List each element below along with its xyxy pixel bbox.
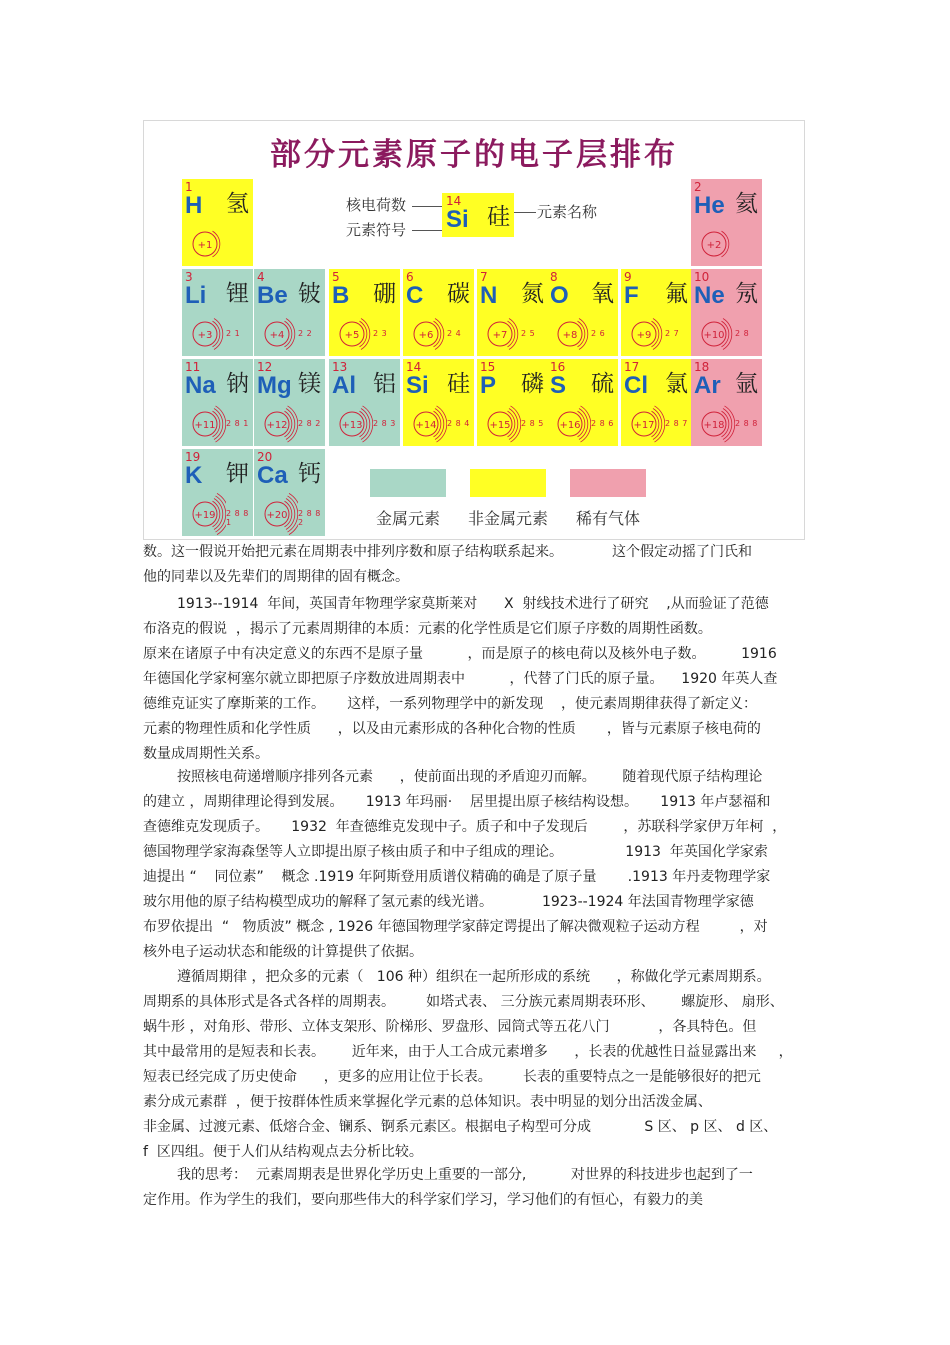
atom-diagram-icon (331, 403, 373, 445)
atom-diagram-icon (256, 313, 298, 355)
electron-shells: 2 8 8 2 (298, 509, 321, 527)
element-name: 钾 (226, 461, 249, 487)
element-name: 镁 (298, 371, 321, 397)
key-line-number (412, 206, 442, 207)
element-cell-s (547, 359, 619, 447)
key-label-number: 核电荷数 (346, 196, 407, 214)
element-cell-c (403, 269, 475, 357)
element-symbol: Cl (624, 372, 648, 399)
paragraph-4 (143, 965, 808, 1165)
text-line: 德国物理学家海森堡等人立即提出原子核由质子和中子组成的理论。 1913 年英国化学家索 (143, 844, 768, 860)
element-name: 磷 (521, 371, 544, 397)
atomic-number: 15 (480, 360, 496, 374)
atomic-number: 20 (257, 450, 273, 464)
atomic-number: 3 (185, 270, 193, 284)
atom-diagram-icon (331, 313, 373, 355)
element-symbol: Na (185, 372, 216, 399)
text-line: 非金属、过渡元素、低熔合金、镧系、锕系元素区。根据电子构型可分成 S 区、 p 区、 d 区、 (143, 1119, 778, 1135)
atomic-number: 14 (406, 360, 422, 374)
text-line: 布罗依提出 “ 物质波” 概念 , 1926 年德国物理学家薛定谔提出了解决微观粒子运动方程 ，对 (143, 919, 768, 935)
electron-shells: 2 7 (665, 329, 680, 338)
atom-diagram-icon (623, 403, 665, 445)
text-line: 元素的物理性质和化学性质 ，以及由元素形成的各种化合物的性质 ，皆与元素原子核电荷的 (143, 721, 761, 737)
electron-shells: 2 5 (521, 329, 536, 338)
element-cell-ca (254, 449, 326, 537)
key-label-symbol: 元素符号 (346, 221, 407, 239)
text-line: 遵循周期律 ，把众多的元素（ 106 种）组织在一起所形成的系统 ，称做化学元素周期系。 (177, 969, 771, 985)
atom-diagram-icon (184, 403, 226, 445)
legend-swatch-nonmetal (470, 469, 546, 497)
paragraph-3 (143, 765, 808, 965)
element-name: 氟 (665, 281, 688, 307)
text-line: 的建立 ，周期律理论得到发展。 1913 年玛丽· 居里提出原子核结构设想。 1913 年卢瑟福和 (143, 794, 771, 810)
text-line: 其中最常用的是短表和长表。 近年来，由于人工合成元素增多 ，长表的优越性日益显露出来 ， (143, 1044, 793, 1060)
text-line: 布洛克的假说 ，揭示了元素周期律的本质：元素的化学性质是它们原子序数的周期性函数。 (143, 621, 712, 637)
atomic-number: 4 (257, 270, 265, 284)
electron-shells: 2 2 (298, 329, 313, 338)
atomic-number: 10 (694, 270, 710, 284)
atom-diagram-icon (693, 223, 735, 265)
element-symbol: He (694, 192, 725, 219)
element-name: 碳 (447, 281, 470, 307)
element-symbol: Ca (257, 462, 288, 489)
atomic-number: 9 (624, 270, 632, 284)
text-line: 德维克证实了摩斯莱的工作。 这样，一系列物理学中的新发现 ，使元素周期律获得了新定义： (143, 696, 758, 712)
electron-shells: 2 8 2 (298, 419, 321, 428)
text-line: 他的同辈以及先辈们的周期律的固有概念。 (143, 569, 409, 585)
element-cell-p (477, 359, 549, 447)
electron-shells: 2 4 (447, 329, 462, 338)
atomic-number: 16 (550, 360, 566, 374)
text-line: 素分成元素群 ，便于按群体性质来掌握化学元素的总体知识。表中明显的划分出活泼金属、 (143, 1094, 712, 1110)
element-cell-b (329, 269, 401, 357)
element-cell-ne (691, 269, 763, 357)
atom-diagram-icon (184, 223, 226, 265)
electron-shells: 2 3 (373, 329, 388, 338)
text-line: 数量成周期性关系。 (143, 746, 269, 762)
electron-shells: 2 8 5 (521, 419, 544, 428)
atomic-number: 18 (694, 360, 710, 374)
element-cell-li (182, 269, 254, 357)
atom-diagram-icon (256, 493, 298, 535)
element-symbol: N (480, 282, 498, 309)
key-line-name (514, 212, 536, 213)
element-symbol: Li (185, 282, 207, 309)
element-name: 氦 (735, 191, 758, 217)
element-symbol: Be (257, 282, 288, 309)
element-cell-al (329, 359, 401, 447)
key-label-name: 元素名称 (537, 203, 598, 221)
key-line-symbol (412, 230, 442, 231)
element-name: 硫 (591, 371, 614, 397)
element-name: 锂 (226, 281, 249, 307)
electron-shells: 2 8 7 (665, 419, 688, 428)
element-name: 硅 (447, 371, 470, 397)
atom-diagram-icon (549, 313, 591, 355)
element-cell-h (182, 179, 254, 267)
atomic-number: 19 (185, 450, 201, 464)
element-cell-na (182, 359, 254, 447)
atomic-number: 11 (185, 360, 201, 374)
element-cell-f (621, 269, 693, 357)
text-line: 玻尔用他的原子结构模型成功的解释了氢元素的线光谱。 1923--1924 年法国青物理学家德 (143, 894, 754, 910)
nuclear-charge: +16 (559, 420, 581, 431)
element-cell-be (254, 269, 326, 357)
nuclear-charge: +15 (489, 420, 511, 431)
atom-diagram-icon (623, 313, 665, 355)
element-symbol: H (185, 192, 203, 219)
element-cell-n (477, 269, 549, 357)
text-line: 原来在诸原子中有决定意义的东西不是原子量 ，而是原子的核电荷以及核外电子数。 1916 (143, 646, 777, 662)
text-line: 蜗牛形 ，对角形、带形、立体支架形、阶梯形、罗盘形、园筒式等五花八门 ，各具特色。但 (143, 1019, 757, 1035)
element-cell-si (403, 359, 475, 447)
electron-shells: 2 8 (735, 329, 750, 338)
text-line: 1913--1914 年间，英国青年物理学家莫斯莱对 X 射线技术进行了研究 ,从而验证了范德 (177, 596, 769, 612)
element-cell-k (182, 449, 254, 537)
atom-diagram-icon (693, 313, 735, 355)
nuclear-charge: +8 (562, 330, 578, 341)
electron-shells: 2 8 6 (591, 419, 614, 428)
element-cell-he (691, 179, 763, 267)
text-line: 迪提出 “ 同位素” 概念 .1919 年阿斯登用质谱仪精确的确是了原子量 .1913 年丹麦物理学家 (143, 869, 771, 885)
atomic-number: 12 (257, 360, 273, 374)
element-name: 氧 (591, 281, 614, 307)
element-cell-cl (621, 359, 693, 447)
text-line: 核外电子运动状态和能级的计算提供了依据。 (143, 944, 423, 960)
element-symbol: B (332, 282, 350, 309)
element-symbol: Mg (257, 372, 292, 399)
element-symbol: P (480, 372, 497, 399)
atomic-number: 5 (332, 270, 340, 284)
nuclear-charge: +18 (703, 420, 725, 431)
atom-diagram-icon (549, 403, 591, 445)
atom-diagram-icon (479, 403, 521, 445)
text-line: 短表已经完成了历史使命 ，更多的应用让位于长表。 长表的重要特点之一是能够很好的把元 (143, 1069, 761, 1085)
element-symbol: K (185, 462, 203, 489)
element-symbol: Si (406, 372, 429, 399)
element-name: 氯 (665, 371, 688, 397)
atom-diagram-icon (184, 493, 226, 535)
element-name: 氩 (735, 371, 758, 397)
nuclear-charge: +9 (636, 330, 652, 341)
electron-shells: 2 1 (226, 329, 241, 338)
nuclear-charge: +4 (269, 330, 285, 341)
element-name: 钙 (298, 461, 321, 487)
figure-title: 部分元素原子的电子层排布 (270, 137, 678, 173)
text-line: 查德维克发现质子。 1932 年查德维克发现中子。质子和中子发现后 ，苏联科学家伊万年柯 ， (143, 819, 787, 835)
atom-diagram-icon (256, 403, 298, 445)
text-line: 按照核电荷递增顺序排列各元素 ，使前面出现的矛盾迎刃而解。 随着现代原子结构理论 (177, 769, 763, 785)
element-cell-mg (254, 359, 326, 447)
nuclear-charge: +13 (341, 420, 363, 431)
atom-diagram-icon (405, 403, 447, 445)
atom-diagram-icon (479, 313, 521, 355)
text-line: 定作用。作为学生的我们，要向那些伟大的科学家们学习，学习他们的有恒心，有毅力的美 (143, 1192, 703, 1208)
element-symbol: O (550, 282, 569, 309)
electron-shells: 2 6 (591, 329, 606, 338)
paragraph-2 (143, 592, 808, 767)
element-cell-ar (691, 359, 763, 447)
element-symbol: C (406, 282, 424, 309)
key-example-symbol: Si (446, 206, 469, 233)
element-cell-o (547, 269, 619, 357)
nuclear-charge: +2 (706, 240, 722, 251)
text-line: 年德国化学家柯塞尔就立即把原子序数放进周期表中 ，代替了门氏的原子量。 1920 年英人查 (143, 671, 778, 687)
nuclear-charge: +19 (194, 510, 216, 521)
paragraph-5 (143, 1163, 808, 1213)
electron-shells: 2 8 8 (735, 419, 758, 428)
element-name: 氮 (521, 281, 544, 307)
nuclear-charge: +12 (266, 420, 288, 431)
legend-swatch-metal (370, 469, 446, 497)
key-example-cell (442, 193, 514, 237)
element-name: 氖 (735, 281, 758, 307)
atom-diagram-icon (184, 313, 226, 355)
electron-shells: 2 8 8 1 (226, 509, 249, 527)
element-name: 钠 (226, 371, 249, 397)
text-line: 我的思考： 元素周期表是世界化学历史上重要的一部分, 对世界的科技进步也起到了一 (177, 1167, 753, 1183)
text-line: 数。这一假说开始把元素在周期表中排列序数和原子结构联系起来。 这个假定动摇了门氏和 (143, 544, 752, 560)
element-symbol: Ne (694, 282, 725, 309)
element-symbol: S (550, 372, 567, 399)
nuclear-charge: +6 (418, 330, 434, 341)
legend-label-nonmetal: 非金属元素 (467, 509, 548, 528)
element-symbol: Ar (694, 372, 721, 399)
element-name: 氢 (226, 191, 249, 217)
atomic-number: 7 (480, 270, 488, 284)
text-line: f 区四组。便于人们从结构观点去分析比较。 (143, 1144, 423, 1160)
legend-label-noble: 稀有气体 (575, 509, 640, 528)
atomic-number: 1 (185, 180, 193, 194)
element-symbol: F (624, 282, 639, 309)
element-name: 铍 (298, 281, 321, 307)
nuclear-charge: +14 (415, 420, 437, 431)
nuclear-charge: +3 (197, 330, 213, 341)
text-line: 周期系的具体形式是各式各样的周期表。 如塔式表、 三分族元素周期表环形、 螺旋形、 扇形、 (143, 994, 784, 1010)
nuclear-charge: +17 (633, 420, 655, 431)
periodic-table-figure (143, 120, 805, 540)
nuclear-charge: +10 (703, 330, 725, 341)
legend-label-metal: 金属元素 (375, 509, 440, 528)
atomic-number: 6 (406, 270, 414, 284)
element-name: 铝 (373, 371, 396, 397)
legend-swatch-noble (570, 469, 646, 497)
atomic-number: 13 (332, 360, 348, 374)
nuclear-charge: +11 (194, 420, 216, 431)
key-example-name: 硅 (487, 204, 510, 230)
nuclear-charge: +5 (344, 330, 360, 341)
electron-shells: 2 8 3 (373, 419, 396, 428)
electron-shells: 2 8 4 (447, 419, 470, 428)
nuclear-charge: +1 (197, 240, 213, 251)
nuclear-charge: +20 (266, 510, 288, 521)
key-example-number: 14 (446, 194, 462, 208)
paragraph-1 (143, 540, 808, 590)
atomic-number: 17 (624, 360, 640, 374)
element-symbol: Al (332, 372, 356, 399)
electron-shells: 2 8 1 (226, 419, 249, 428)
atom-diagram-icon (693, 403, 735, 445)
nuclear-charge: +7 (492, 330, 508, 341)
atomic-number: 2 (694, 180, 702, 194)
atom-diagram-icon (405, 313, 447, 355)
atomic-number: 8 (550, 270, 558, 284)
element-name: 硼 (373, 281, 396, 307)
